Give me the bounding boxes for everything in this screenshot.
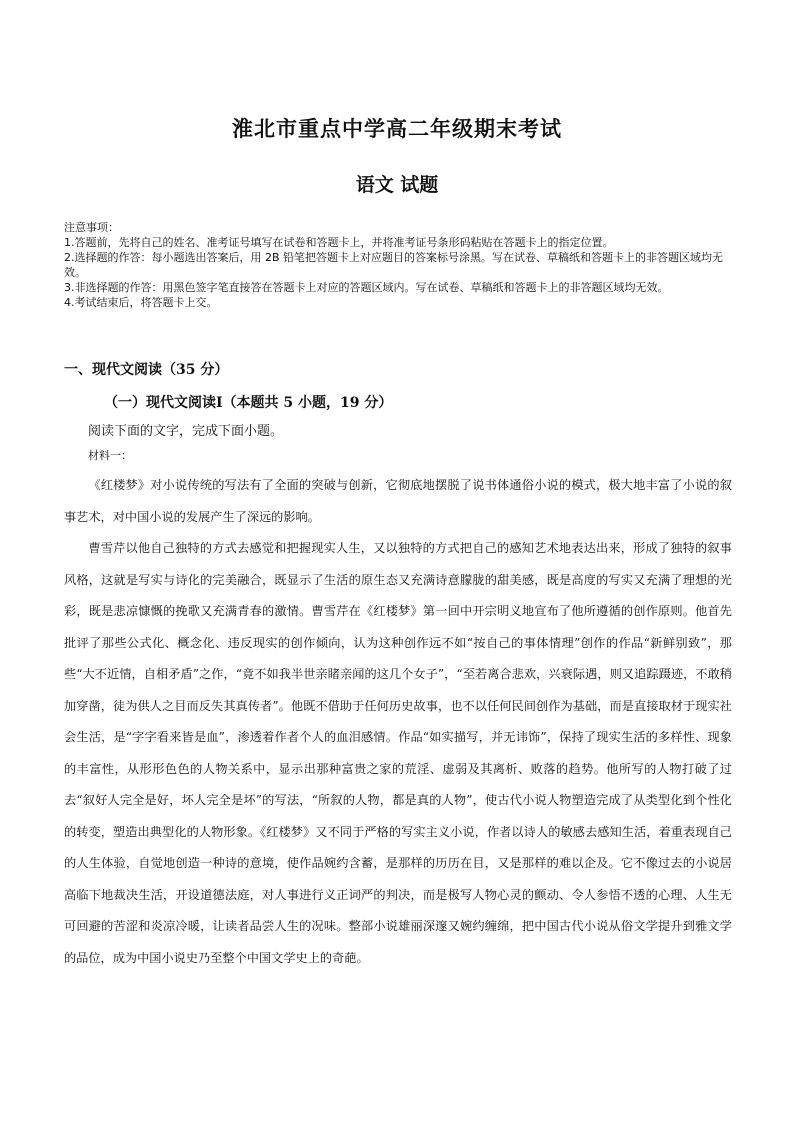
material-text <box>64 470 732 974</box>
subsection-heading: （一）现代文阅读Ⅰ（本题共 5 小题，19 分） <box>104 395 393 411</box>
notice-item: 4.考试结束后，将答题卡上交。 <box>64 296 218 309</box>
paragraph: 《红楼梦》对小说传统的写法有了全面的突破与创新，它彻底地摆脱了说书体通俗小说的模式，极大地丰富了小说的叙事艺术，对中国小说的发展产生了深远的影响。 <box>64 478 732 524</box>
notice-block <box>64 220 732 310</box>
reading-instruction: 阅读下面的文字，完成下面小题。 <box>88 424 284 439</box>
paragraph: 曹雪芹以他自己独特的方式去感觉和把握现实人生，又以独特的方式把自己的感知艺术地表达出来，形成了独特的叙事风格，这就是写实与诗化的完美融合，既显示了生活的原生态又充满诗意朦胧的甜美感，既是高度的写实又充满了理想的光彩，既是悲凉慷慨的挽歌又充满青春的激情。曹雪芹在《红楼梦》第一回中开宗明义地宣布了他所遵循的创作原则。他首先批评了那些公式化、概念化、违反现实的创作倾向，认为这种创作远不如“按自己的事体情理”创作的作品“新鲜别致”，那些“大不近情，自相矛盾”之作，“竟不如我半世亲睹亲闻的这几个女子”，“至若离合悲欢，兴衰际遇，则又追踪蹑迹，不敢稍加穿凿，徒为供人之目而反失其真传者”。他既不借助于任何历史故事，也不以任何民间创作为基础，而是直接取材于现实社会生活，是“字字看来皆是血”，渗透着作者个人的血泪感情。作品“如实描写，并无讳饰”，保持了现实生活的多样性、现象的丰富性，从形形色色的人物关系中，显示出那种富贵之家的荒淫、虚弱及其离析、败落的趋势。他所写的人物打破了过去“叙好人完全是好，坏人完全是坏”的写法，“所叙的人物，都是真的人物”，使古代小说人物塑造完成了从类型化到个性化的转变，塑造出典型化的人物形象。《红楼梦》又不同于严格的写实主义小说，作者以诗人的敏感去感知生活，着重表现自己的人生体验，自觉地创造一种诗的意境，使作品婉约含蓄，是那样的历历在目，又是那样的难以企及。它不像过去的小说居高临下地裁决生活，开设道德法庭，对人事进行义正词严的判决，而是极写人物心灵的颤动、令人参悟不透的心理、人生无可回避的苦涩和炎凉冷暖，让读者品尝人生的况味。整部小说雄丽深邃又婉约缠绵，把中国古代小说从俗文学提升到雅文学的品位，成为中国小说史乃至整个中国文学史上的奇葩。 <box>64 541 732 965</box>
notice-item: 1.答题前，先将自己的姓名、准考证号填写在试卷和答题卡上，并将准考证号条形码粘贴在答题卡上的指定位置。 <box>64 236 614 249</box>
exam-subtitle: 语文 试题 <box>355 174 439 196</box>
notice-item: 2.选择题的作答：每小题选出答案后，用 2B 铅笔把答题卡上对应题目的答案标号涂黑。写在试卷、草稿纸和答题卡上的非答题区域均无效。 <box>64 251 724 279</box>
exam-title: 淮北市重点中学高二年级期末考试 <box>232 116 562 141</box>
notice-heading: 注意事项： <box>64 221 119 234</box>
material-label: 材料一： <box>88 449 132 462</box>
notice-item: 3.非选择题的作答：用黑色签字笔直接答在答题卡上对应的答题区域内。写在试卷、草稿纸和答题卡上的非答题区域均无效。 <box>64 281 669 294</box>
section-heading: 一、现代文阅读（35 分） <box>64 362 229 378</box>
